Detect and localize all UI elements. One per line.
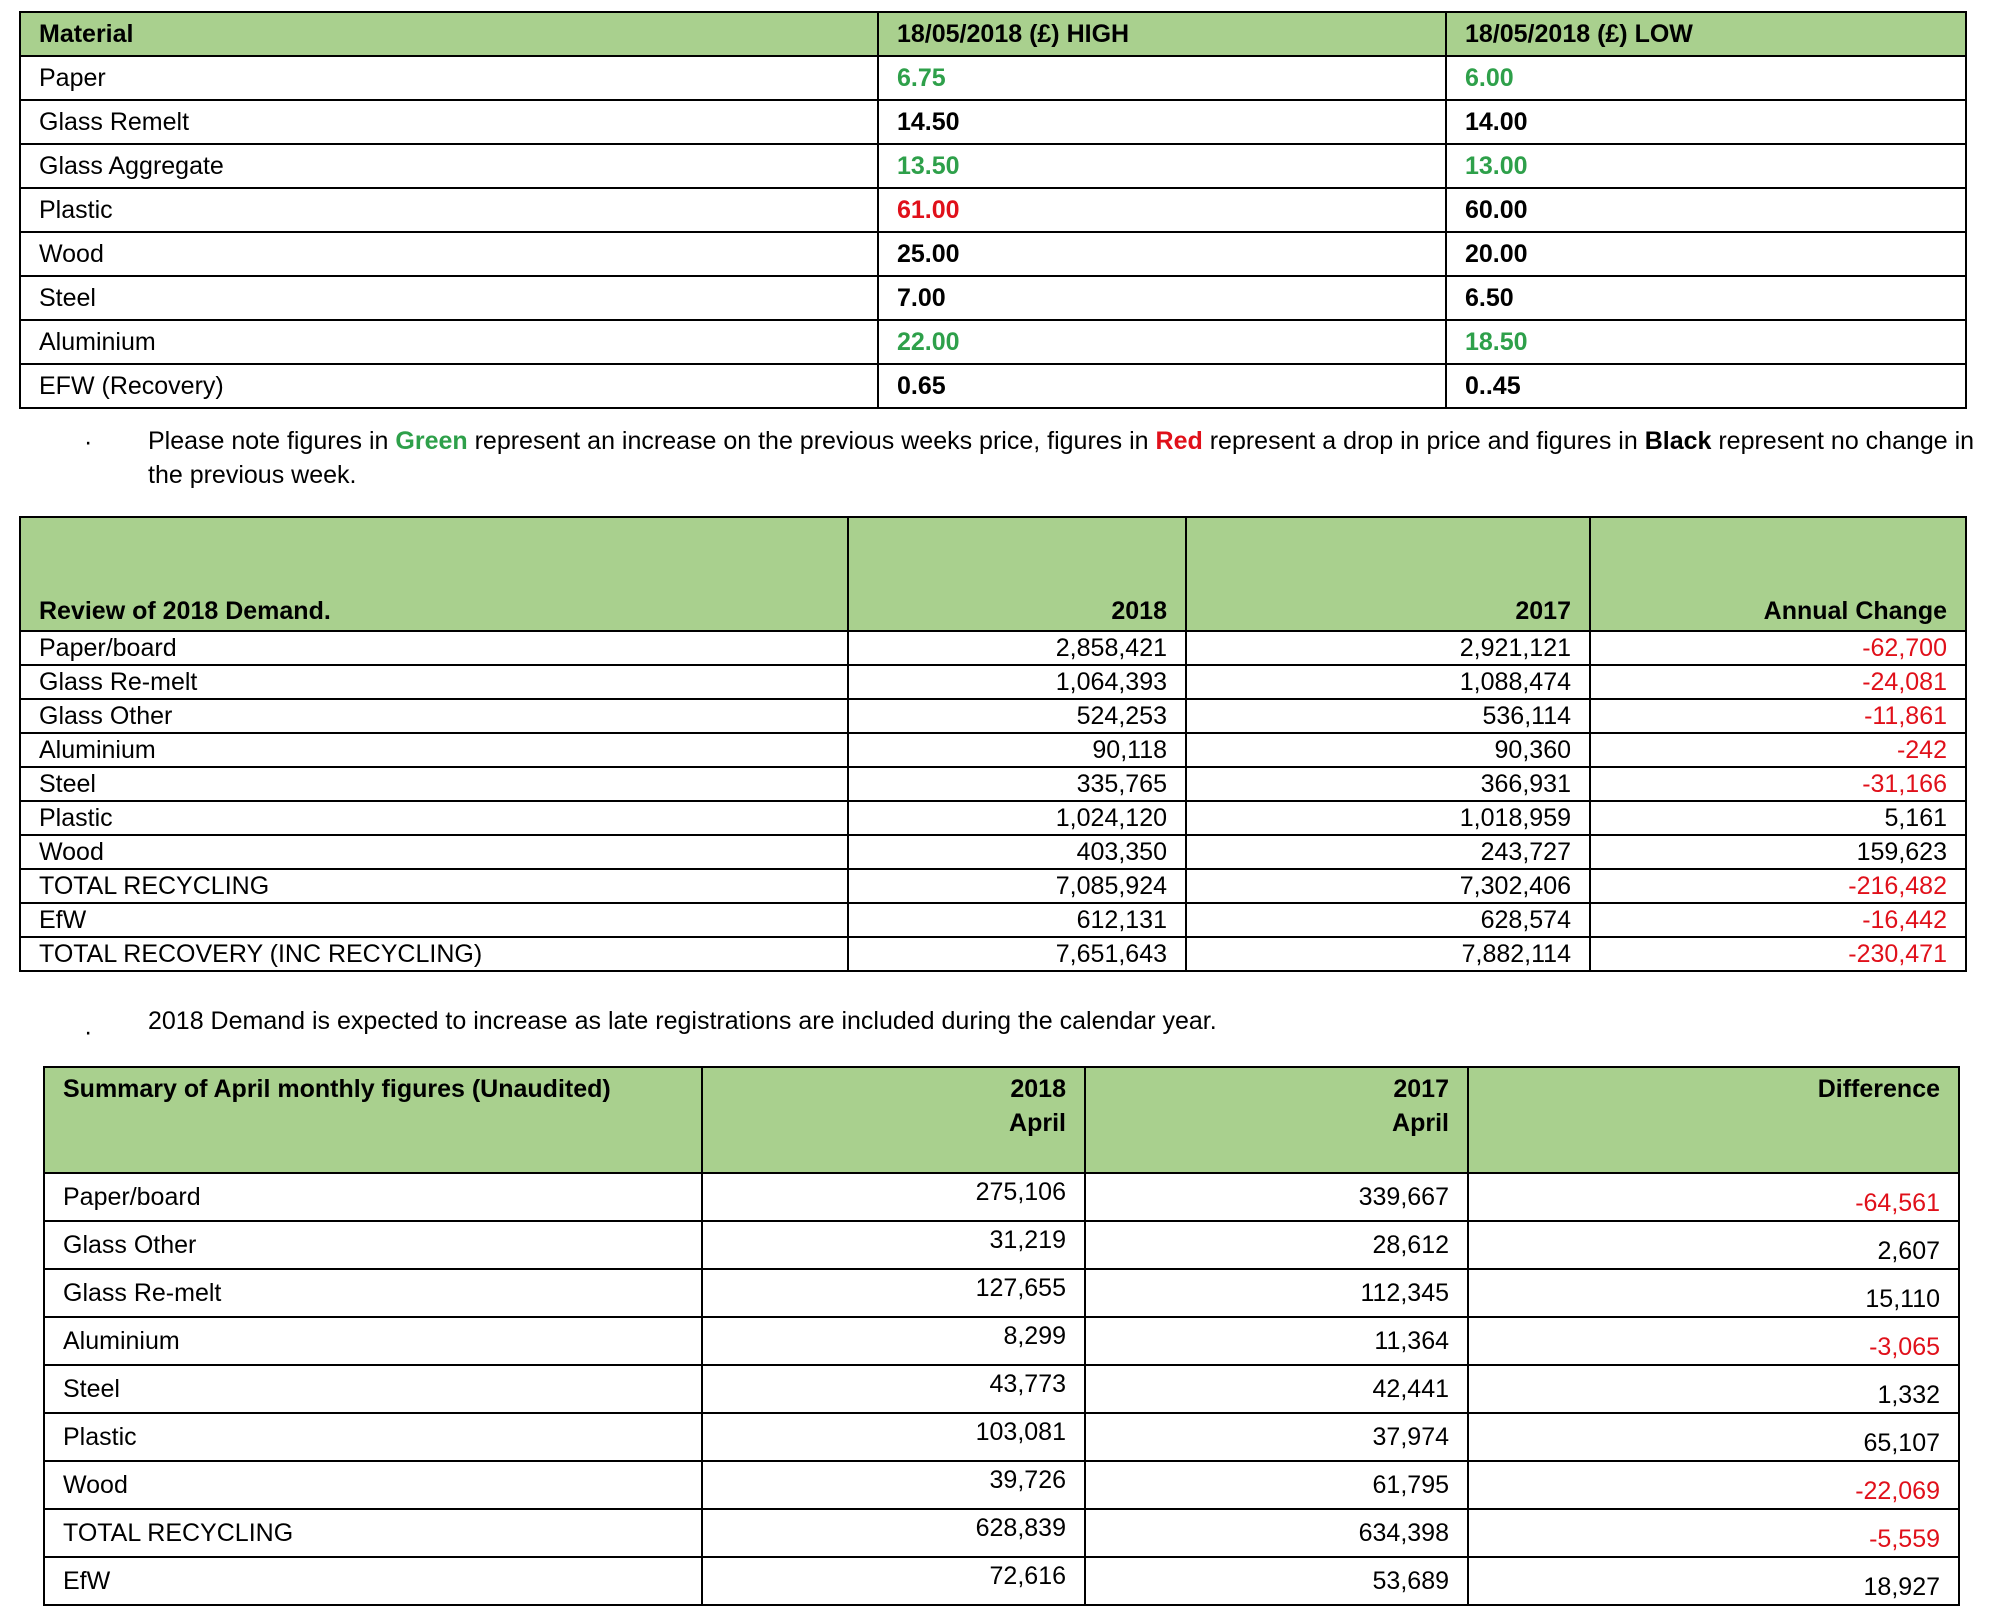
col-header-low: 18/05/2018 (£) LOW: [1446, 12, 1966, 56]
april-value-2017: 634,398: [1085, 1509, 1468, 1557]
material-name: Wood: [20, 232, 878, 276]
price-table: [19, 11, 1967, 409]
demand-row: [20, 937, 1966, 971]
note-text: represent an increase on the previous weeks price, figures in: [467, 427, 1156, 455]
april-value-2018: 628,839: [702, 1509, 1085, 1557]
col-header-material: Material: [20, 12, 878, 56]
col-header-2017: 2017: [1186, 517, 1590, 631]
april-row: [44, 1557, 1959, 1605]
april-value-2017: 112,345: [1085, 1269, 1468, 1317]
april-row: [44, 1461, 1959, 1509]
april-difference: 2,607: [1468, 1221, 1959, 1269]
header-year: 2018: [1010, 1075, 1066, 1103]
col-header-difference: Difference: [1468, 1067, 1959, 1173]
high-price: 25.00: [878, 232, 1446, 276]
annual-change: -16,442: [1590, 903, 1966, 937]
annual-change: -62,700: [1590, 631, 1966, 665]
april-value-2017: 61,795: [1085, 1461, 1468, 1509]
demand-row: [20, 835, 1966, 869]
april-value-2017: 42,441: [1085, 1365, 1468, 1413]
value-2018: 7,651,643: [848, 937, 1186, 971]
value-2018: 524,253: [848, 699, 1186, 733]
low-price: 18.50: [1446, 320, 1966, 364]
high-price: 61.00: [878, 188, 1446, 232]
low-price: 13.00: [1446, 144, 1966, 188]
annual-change: -24,081: [1590, 665, 1966, 699]
low-price: 14.00: [1446, 100, 1966, 144]
price-note: [148, 424, 1974, 492]
price-row: [20, 56, 1966, 100]
material-name: Glass Aggregate: [20, 144, 878, 188]
price-row: [20, 232, 1966, 276]
demand-table: [19, 516, 1967, 972]
april-value-2017: 53,689: [1085, 1557, 1468, 1605]
april-difference: 18,927: [1468, 1557, 1959, 1605]
annual-change: 5,161: [1590, 801, 1966, 835]
annual-change: 159,623: [1590, 835, 1966, 869]
demand-row: [20, 733, 1966, 767]
april-label: Paper/board: [44, 1173, 702, 1221]
april-difference: -3,065: [1468, 1317, 1959, 1365]
demand-label: Aluminium: [20, 733, 848, 767]
col-header-summary: Summary of April monthly figures (Unaudited): [44, 1067, 702, 1173]
april-row: [44, 1221, 1959, 1269]
april-label: TOTAL RECYCLING: [44, 1509, 702, 1557]
material-name: Paper: [20, 56, 878, 100]
high-price: 13.50: [878, 144, 1446, 188]
note-black-word: Black: [1644, 427, 1712, 455]
april-difference: -64,561: [1468, 1173, 1959, 1221]
april-label: Steel: [44, 1365, 702, 1413]
april-value-2017: 37,974: [1085, 1413, 1468, 1461]
header-year: 2017: [1393, 1075, 1449, 1103]
value-2018: 335,765: [848, 767, 1186, 801]
april-row: [44, 1173, 1959, 1221]
col-header-2017-april: [1085, 1067, 1468, 1173]
demand-header-row: [20, 517, 1966, 631]
april-value-2017: 28,612: [1085, 1221, 1468, 1269]
header-month: April: [1392, 1109, 1449, 1137]
value-2017: 90,360: [1186, 733, 1590, 767]
april-value-2018: 72,616: [702, 1557, 1085, 1605]
demand-row: [20, 665, 1966, 699]
value-2017: 536,114: [1186, 699, 1590, 733]
april-row: [44, 1269, 1959, 1317]
annual-change: -230,471: [1590, 937, 1966, 971]
april-difference: 65,107: [1468, 1413, 1959, 1461]
value-2017: 1,018,959: [1186, 801, 1590, 835]
april-label: Wood: [44, 1461, 702, 1509]
value-2017: 7,882,114: [1186, 937, 1590, 971]
col-header-review: Review of 2018 Demand.: [20, 517, 848, 631]
demand-row: [20, 767, 1966, 801]
price-header-row: [20, 12, 1966, 56]
low-price: 6.50: [1446, 276, 1966, 320]
low-price: 60.00: [1446, 188, 1966, 232]
annual-change: -216,482: [1590, 869, 1966, 903]
note-text: represent a drop in price and figures in: [1202, 427, 1645, 455]
april-value-2018: 103,081: [702, 1413, 1085, 1461]
col-header-annual-change: Annual Change: [1590, 517, 1966, 631]
april-row: [44, 1317, 1959, 1365]
april-value-2018: 43,773: [702, 1365, 1085, 1413]
april-label: EfW: [44, 1557, 702, 1605]
note-bullet: ·: [84, 1018, 93, 1046]
note-line2: the previous week.: [148, 461, 357, 489]
demand-label: TOTAL RECOVERY (INC RECYCLING): [20, 937, 848, 971]
april-value-2018: 31,219: [702, 1221, 1085, 1269]
demand-label: Glass Other: [20, 699, 848, 733]
material-name: EFW (Recovery): [20, 364, 878, 408]
april-difference: 1,332: [1468, 1365, 1959, 1413]
value-2017: 2,921,121: [1186, 631, 1590, 665]
april-value-2017: 11,364: [1085, 1317, 1468, 1365]
april-value-2018: 275,106: [702, 1173, 1085, 1221]
demand-label: EfW: [20, 903, 848, 937]
april-value-2018: 8,299: [702, 1317, 1085, 1365]
high-price: 0.65: [878, 364, 1446, 408]
material-name: Glass Remelt: [20, 100, 878, 144]
april-label: Aluminium: [44, 1317, 702, 1365]
value-2018: 403,350: [848, 835, 1186, 869]
value-2018: 1,064,393: [848, 665, 1186, 699]
demand-label: Paper/board: [20, 631, 848, 665]
col-header-high: 18/05/2018 (£) HIGH: [878, 12, 1446, 56]
april-label: Glass Re-melt: [44, 1269, 702, 1317]
april-value-2017: 339,667: [1085, 1173, 1468, 1221]
value-2017: 1,088,474: [1186, 665, 1590, 699]
price-row: [20, 100, 1966, 144]
demand-label: Plastic: [20, 801, 848, 835]
april-value-2018: 127,655: [702, 1269, 1085, 1317]
april-difference: -22,069: [1468, 1461, 1959, 1509]
annual-change: -242: [1590, 733, 1966, 767]
april-summary-table: [43, 1066, 1960, 1606]
demand-row: [20, 631, 1966, 665]
demand-label: Wood: [20, 835, 848, 869]
value-2018: 1,024,120: [848, 801, 1186, 835]
value-2018: 612,131: [848, 903, 1186, 937]
material-name: Plastic: [20, 188, 878, 232]
april-row: [44, 1413, 1959, 1461]
april-difference: -5,559: [1468, 1509, 1959, 1557]
high-price: 22.00: [878, 320, 1446, 364]
annual-change: -11,861: [1590, 699, 1966, 733]
demand-label: Glass Re-melt: [20, 665, 848, 699]
price-row: [20, 320, 1966, 364]
april-label: Plastic: [44, 1413, 702, 1461]
annual-change: -31,166: [1590, 767, 1966, 801]
high-price: 14.50: [878, 100, 1446, 144]
april-label: Glass Other: [44, 1221, 702, 1269]
demand-label: TOTAL RECYCLING: [20, 869, 848, 903]
material-name: Steel: [20, 276, 878, 320]
note-green-word: Green: [395, 427, 468, 455]
april-row: [44, 1509, 1959, 1557]
high-price: 7.00: [878, 276, 1446, 320]
april-difference: 15,110: [1468, 1269, 1959, 1317]
col-header-2018-april: [702, 1067, 1085, 1173]
value-2017: 7,302,406: [1186, 869, 1590, 903]
april-value-2018: 39,726: [702, 1461, 1085, 1509]
april-header-row: [44, 1067, 1959, 1173]
material-name: Aluminium: [20, 320, 878, 364]
value-2017: 366,931: [1186, 767, 1590, 801]
demand-row: [20, 801, 1966, 835]
demand-row: [20, 903, 1966, 937]
value-2018: 2,858,421: [848, 631, 1186, 665]
note-text: Please note figures in: [148, 427, 396, 455]
april-row: [44, 1365, 1959, 1413]
col-header-2018: 2018: [848, 517, 1186, 631]
price-row: [20, 188, 1966, 232]
demand-note: 2018 Demand is expected to increase as late registrations are included during the calendar year.: [148, 1007, 1217, 1035]
note-text: represent no change in: [1711, 427, 1975, 455]
value-2018: 7,085,924: [848, 869, 1186, 903]
value-2017: 243,727: [1186, 835, 1590, 869]
low-price: 20.00: [1446, 232, 1966, 276]
price-row: [20, 364, 1966, 408]
header-month: April: [1009, 1109, 1066, 1137]
note-bullet: ·: [84, 428, 93, 456]
demand-row: [20, 699, 1966, 733]
high-price: 6.75: [878, 56, 1446, 100]
value-2017: 628,574: [1186, 903, 1590, 937]
demand-label: Steel: [20, 767, 848, 801]
low-price: 6.00: [1446, 56, 1966, 100]
low-price: 0..45: [1446, 364, 1966, 408]
price-row: [20, 144, 1966, 188]
demand-row: [20, 869, 1966, 903]
note-red-word: Red: [1155, 427, 1203, 455]
price-row: [20, 276, 1966, 320]
value-2018: 90,118: [848, 733, 1186, 767]
